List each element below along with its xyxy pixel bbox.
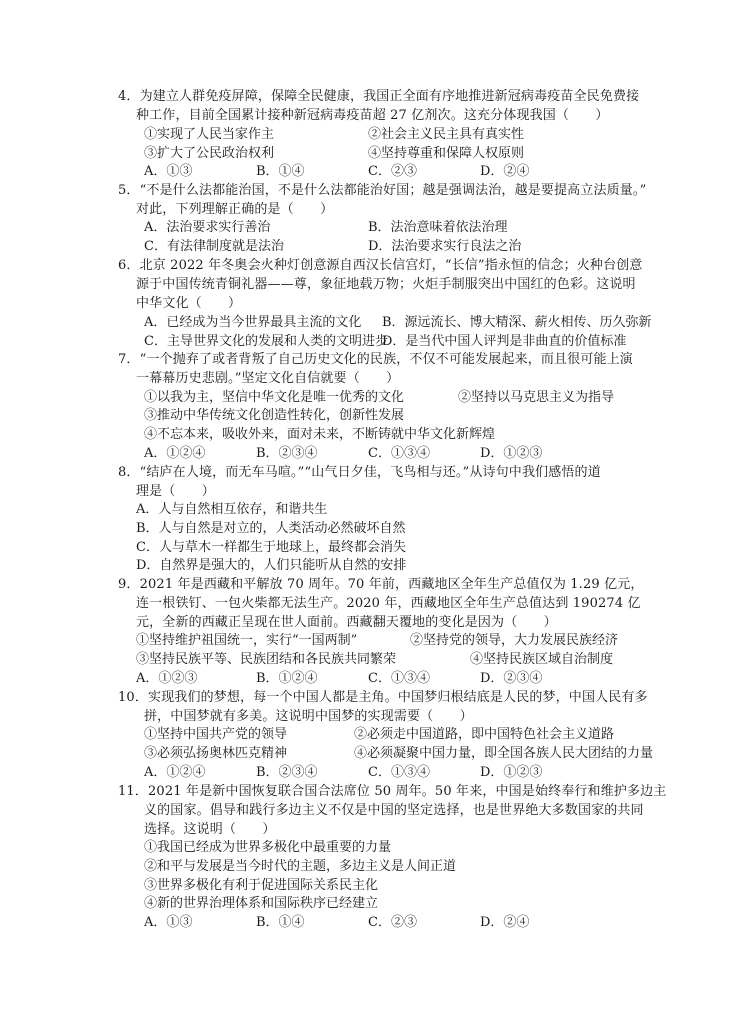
choice-a: A．法治要求实行善治 [144,220,271,235]
choice-d: D．②④ [480,915,530,930]
choice-b: B．①④ [256,915,305,930]
choice-c: C．人与草木一样都生于地球上，最终都会消失 [136,540,406,555]
statement-2: ②坚持以马克思主义为指导 [458,390,615,405]
question-9-stem-line-2: 连一根铁钉、一包火柴都无法生产。2020 年，西藏地区全年生产总值达到 190274 亿 [136,596,641,611]
statement-2: ②坚持党的领导，大力发展民族经济 [410,633,619,648]
question-number: 5． [118,183,140,198]
choice-a: A．人与自然相互依存，和谐共生 [136,502,328,517]
statement-1: ①坚持中国共产党的领导 [144,727,288,742]
statement-3: ③扩大了公民政治权利 [144,146,275,161]
choice-b: B．②③④ [256,446,318,461]
question-7-stem-line-1: 7．“一个抛弃了或者背叛了自己历史文化的民族，不仅不可能发展起来，而且很可能上演 [118,352,633,367]
question-4-stem-line-1: 4．为建立人群免疫屏障，保障全民健康，我国正全面有序地推进新冠病毒疫苗全民免费接 [118,89,640,104]
choice-d: D．②③④ [480,671,543,686]
question-number: 10． [118,690,148,705]
choice-c: C．①③④ [368,671,430,686]
statement-2: ②和平与发展是当今时代的主题，多边主义是人间正道 [144,859,457,874]
choice-c: C．有法律制度就是法治 [144,239,284,254]
question-9-stem-line-3: 元，全新的西藏正呈现在世人面前。西藏翻天覆地的变化是因为（ ） [136,615,557,630]
choice-c: C．主导世界文化的发展和人类的文明进步 [144,334,388,349]
statement-2: ②社会主义民主具有真实性 [368,127,525,142]
question-number: 4． [118,89,140,104]
question-number: 9． [118,577,140,592]
choice-c: C．②③ [368,164,417,179]
question-8-stem-line-1: 8．“结庐在人境，而无车马喧。”“山气日夕佳，飞鸟相与还。”从诗句中我们感悟的道 [118,465,601,480]
statement-1: ①实现了人民当家作主 [144,127,275,142]
statement-4: ④坚持民族区域自治制度 [470,652,614,667]
question-8-stem-line-2: 理是（ ） [136,484,215,499]
choice-b: B．①②④ [256,671,318,686]
choice-a: A．①②④ [144,446,206,461]
choice-c: C．①③④ [368,446,430,461]
statement-4: ④坚持尊重和保障人权原则 [368,146,525,161]
question-6-stem-line-1: 6．北京 2022 年冬奥会火种灯创意源自西汉长信宫灯，“长信”指永恒的信念；火种台创意 [118,258,643,273]
question-11-stem-line-3: 选择。这说明（ ） [144,822,276,837]
statement-4: ④不忘本来，吸收外来，面对未来，不断铸就中华文化新辉煌 [144,427,496,442]
question-9-stem-line-1: 9．2021 年是西藏和平解放 70 周年。70 年前，西藏地区全年生产总值仅为 1.29 亿元， [118,577,644,592]
question-10-stem-line-2: 拼，中国梦就有多美。这说明中国梦的实现需要（ ） [144,709,473,724]
question-5-stem-line-2: 对此，下列理解正确的是（ ） [136,202,334,217]
statement-3: ③必须弘扬奥林匹克精神 [144,746,288,761]
choice-b: B．源远流长、博大精深、薪火相传、历久弥新 [382,315,652,330]
choice-d: D．是当代中国人评判是非曲直的价值标准 [382,334,627,349]
choice-c: C．①③④ [368,765,430,780]
choice-d: D．①②③ [480,765,543,780]
statement-3: ③世界多极化有利于促进国际关系民主化 [144,878,379,893]
question-6-stem-line-2: 源于中国传统青铜礼器——尊，象征地载万物；火炬手制服突出中国红的色彩。这说明 [136,277,636,292]
choice-d: D．①②③ [480,446,543,461]
choice-c: C．②③ [368,915,417,930]
choice-d: D．法治要求实行良法之治 [368,239,522,254]
choice-d: D．②④ [480,164,530,179]
statement-1: ①我国已经成为世界多极化中最重要的力量 [144,840,392,855]
statement-4: ④必须凝聚中国力量，即全国各族人民大团结的力量 [354,746,654,761]
choice-a: A．①②④ [144,765,206,780]
statement-1: ①坚持维护祖国统一，实行“一国两制” [136,633,358,648]
choice-a: A．①②③ [136,671,198,686]
question-11-stem-line-2: 义的国家。倡导和践行多边主义不仅是中国的坚定选择，也是世界绝大多数国家的共同 [144,803,644,818]
statement-2: ②必须走中国道路，即中国特色社会主义道路 [354,727,615,742]
choice-b: B．②③④ [256,765,318,780]
choice-b: B．人与自然是对立的，人类活动必然破坏自然 [136,521,406,536]
question-11-stem-line-1: 11．2021 年是新中国恢复联合国合法席位 50 周年。50 年来，中国是始终奉行和维护多边主 [118,784,667,799]
choice-b: B．①④ [256,164,305,179]
question-number: 6． [118,258,140,273]
choice-a: A．①③ [144,915,193,930]
question-7-stem-line-2: 一幕幕历史悲剧。”坚定文化自信就要（ ） [136,371,400,386]
choice-a: A．已经成为当今世界最具主流的文化 [144,315,362,330]
statement-1: ①以我为主，坚信中华文化是唯一优秀的文化 [144,390,405,405]
question-10-stem-line-1: 10．实现我们的梦想，每一个中国人都是主角。中国梦归根结底是人民的梦，中国人民有多 [118,690,648,705]
question-number: 7． [118,352,140,367]
question-4-stem-line-2: 种工作，目前全国累计接种新冠病毒疫苗超 27 亿剂次。这充分体现我国（ ） [136,108,609,123]
choice-d: D．自然界是强大的，人们只能听从自然的安排 [136,558,407,573]
question-number: 8． [118,465,140,480]
question-5-stem-line-1: 5．“不是什么法都能治国，不是什么法都能治好国；越是强调法治，越是要提高立法质量。” [118,183,647,198]
statement-3: ③坚持民族平等、民族团结和各民族共同繁荣 [136,652,397,667]
statement-4: ④新的世界治理体系和国际秩序已经建立 [144,896,379,911]
statement-3: ③推动中华传统文化创造性转化，创新性发展 [144,408,405,423]
question-6-stem-line-3: 中华文化（ ） [136,296,242,311]
question-number: 11． [118,784,148,799]
choice-b: B．法治意味着依法治理 [368,220,508,235]
choice-a: A．①③ [144,164,193,179]
